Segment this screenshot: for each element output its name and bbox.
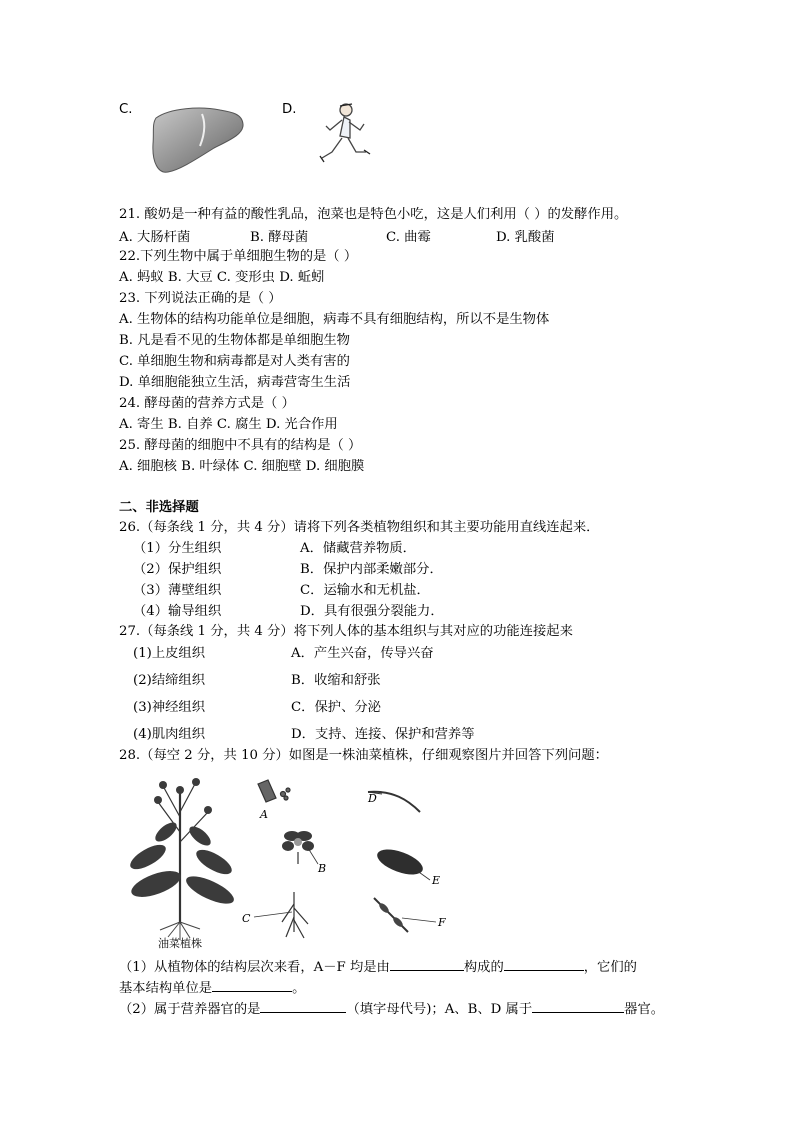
option-c-label: C. bbox=[119, 102, 133, 117]
q27-right-b: B．收缩和舒张 bbox=[291, 673, 381, 688]
q25-options: A. 细胞核 B. 叶绿体 C. 细胞壁 D. 细胞膜 bbox=[119, 459, 365, 474]
q21-stem: 21. 酸奶是一种有益的酸性乳品，泡菜也是特色小吃，这是人们利用（ ）的发酵作用。 bbox=[119, 207, 628, 222]
q27-stem: 27.（每条线 1 分，共 4 分）将下列人体的基本组织与其对应的功能连接起来 bbox=[119, 624, 573, 639]
q26-stem: 26.（每条线 1 分，共 4 分）请将下列各类植物组织和其主要功能用直线连起来． bbox=[119, 520, 600, 535]
running-boy-image bbox=[316, 100, 376, 174]
q27-right-a: A．产生兴奋，传导兴奋 bbox=[291, 646, 434, 661]
label-b: B bbox=[318, 862, 327, 875]
q28-sub1-line2-text: 基本结构单位是 bbox=[119, 981, 213, 996]
q22-options: A. 蚂蚁 B. 大豆 C. 变形虫 D. 蚯蚓 bbox=[119, 270, 325, 285]
q26-right-c: C．运输水和无机盐． bbox=[300, 583, 430, 598]
blank-2[interactable] bbox=[504, 956, 584, 971]
q23-option-d: D. 单细胞能独立生活，病毒营寄生生活 bbox=[119, 375, 351, 390]
q28-sub1-part3: ，它们的 bbox=[583, 960, 637, 975]
q23-option-c: C. 单细胞生物和病毒都是对人类有害的 bbox=[119, 354, 350, 369]
label-d: D bbox=[368, 792, 377, 805]
q26-right-d: D．具有很强分裂能力． bbox=[300, 604, 444, 619]
q27-left-4: (4)肌肉组织 bbox=[133, 727, 206, 742]
q28-sub1-part2: 构成的 bbox=[463, 960, 504, 975]
figure-caption: 油菜植株 bbox=[158, 937, 202, 950]
blank-5[interactable] bbox=[532, 998, 624, 1013]
blank-3[interactable] bbox=[212, 977, 292, 992]
blank-1[interactable] bbox=[390, 956, 464, 971]
label-a: A bbox=[260, 808, 268, 821]
q28-sub2-line bbox=[119, 998, 664, 1019]
q22-stem: 22.下列生物中属于单细胞生物的是（ ） bbox=[119, 249, 358, 264]
blank-4[interactable] bbox=[260, 998, 346, 1013]
q26-left-4: （4）输导组织 bbox=[133, 604, 222, 619]
q26-left-1: （1）分生组织 bbox=[133, 541, 222, 556]
q28-sub1-line1 bbox=[119, 956, 637, 977]
q26-left-2: （2）保护组织 bbox=[133, 562, 222, 577]
q28-sub2-part3: 器官。 bbox=[624, 1002, 665, 1017]
q27-left-1: (1)上皮组织 bbox=[133, 646, 206, 661]
q21-option-d: D. 乳酸菌 bbox=[496, 230, 555, 245]
liver-image bbox=[150, 104, 246, 176]
q27-left-2: (2)结缔组织 bbox=[133, 673, 206, 688]
q24-options: A. 寄生 B. 自养 C. 腐生 D. 光合作用 bbox=[119, 417, 338, 432]
q23-option-b: B. 凡是看不见的生物体都是单细胞生物 bbox=[119, 333, 350, 348]
label-f: F bbox=[438, 916, 446, 929]
q21-option-b: B. 酵母菌 bbox=[250, 230, 309, 245]
q23-option-a: A. 生物体的结构功能单位是细胞，病毒不具有细胞结构，所以不是生物体 bbox=[119, 312, 550, 327]
q28-sub1-line2 bbox=[119, 977, 305, 998]
q26-right-a: A．储藏营养物质． bbox=[300, 541, 416, 556]
section-title: 二、非选择题 bbox=[119, 500, 199, 515]
q28-sub2-part1: （2）属于营养器官的是 bbox=[119, 1002, 261, 1017]
q21-option-a: A. 大肠杆菌 bbox=[119, 230, 191, 245]
q28-sub2-part2: （填字母代号)；A、B、D 属于 bbox=[346, 1002, 533, 1017]
label-c: C bbox=[242, 912, 251, 925]
q25-stem: 25. 酵母菌的细胞中不具有的结构是（ ） bbox=[119, 438, 362, 453]
q21-option-c: C. 曲霉 bbox=[386, 230, 431, 245]
q28-sub1-part1: （1）从植物体的结构层次来看，A－F 均是由 bbox=[119, 960, 390, 975]
q27-right-c: C．保护、分泌 bbox=[291, 700, 381, 715]
option-d-label: D. bbox=[282, 102, 297, 117]
q28-stem: 28.（每空 2 分，共 10 分）如图是一株油菜植株，仔细观察图片并回答下列问题： bbox=[119, 748, 608, 763]
q24-stem: 24. 酵母菌的营养方式是（ ） bbox=[119, 396, 295, 411]
q27-left-3: (3)神经组织 bbox=[133, 700, 206, 715]
q26-left-3: （3）薄壁组织 bbox=[133, 583, 222, 598]
rapeseed-figure bbox=[118, 772, 458, 952]
label-e: E bbox=[432, 874, 441, 887]
q28-sub1-end: 。 bbox=[292, 981, 306, 996]
q23-stem: 23. 下列说法正确的是（ ） bbox=[119, 291, 282, 306]
q26-right-b: B．保护内部柔嫩部分． bbox=[300, 562, 443, 577]
q27-right-d: D．支持、连接、保护和营养等 bbox=[291, 727, 475, 742]
